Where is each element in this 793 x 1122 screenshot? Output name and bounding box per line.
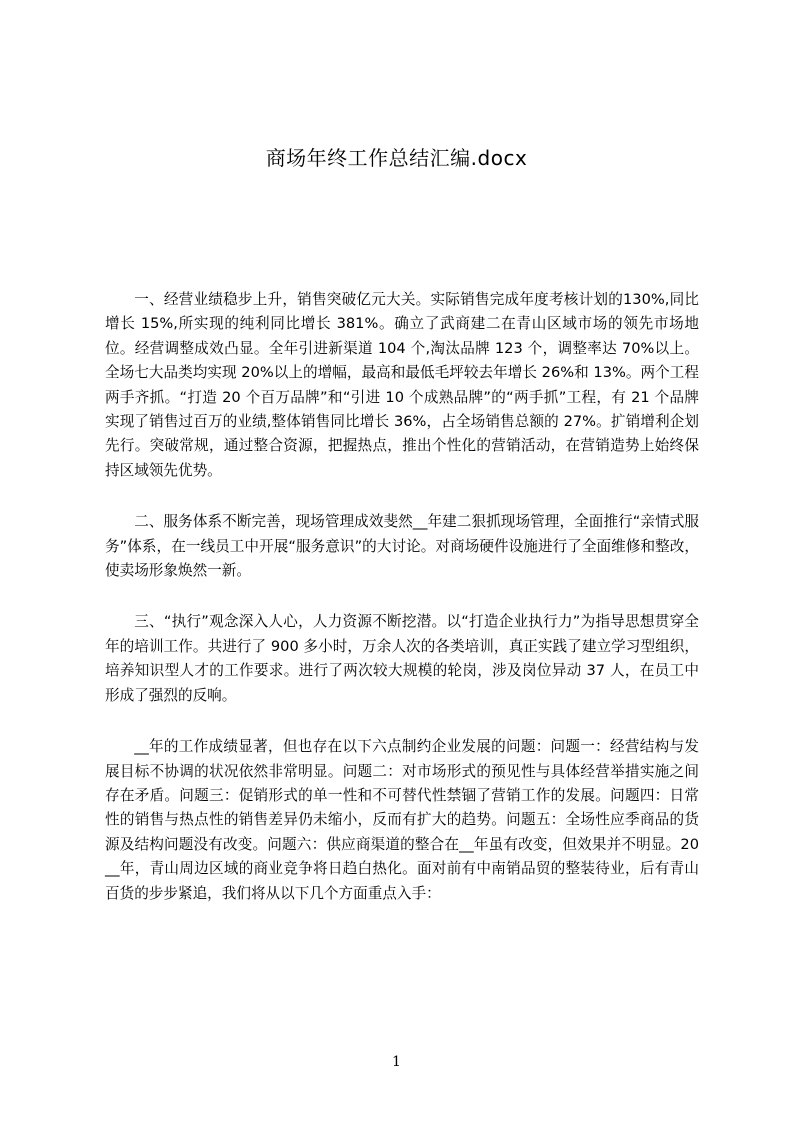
paragraph-execution-training: 三、“执行”观念深入人心，人力资源不断挖潜。以“打造企业执行力”为指导思想贯穿全年的培训工作。共进行了 900 多小时，万余人次的各类培训，真正实践了建立学习型组织，培养知识型人才的工作要求。进行了两次较大规模的轮岗，涉及岗位异动 37 人，在员工中形成了强烈的反响。 (105, 613, 699, 704)
document-body (105, 288, 699, 933)
page-number: 1 (392, 1054, 401, 1070)
paragraph-service-system: 二、服务体系不断完善，现场管理成效斐然__年建二狠抓现场管理，全面推行“亲情式服务”体系，在一线员工中开展“服务意识”的大讨论。对商场硬件设施进行了全面维修和整改，使卖场形象焕然一新。 (105, 513, 699, 580)
paragraph-business-performance: 一、经营业绩稳步上升，销售突破亿元大关。实际销售完成年度考核计划的130%,同比增长 15%,所实现的纯利同比增长 381%。确立了武商建二在青山区域市场的领先市场地位。经营调整成效凸显。全年引进新渠道 104 个,淘汰品牌 123 个，调整率达 70%以上。全场七大品类均实现 20%以上的增幅，最高和最低毛坪较去年增长 26%和 13%。两个工程两手齐抓。“打造 20 个百万品牌”和“引进 10 个成熟品牌”的“两手抓”工程，有 21 个品牌实现了销售过百万的业绩,整体销售同比增长 36%，占全场销售总额的 27%。扩销增利企划先行。突破常规，通过整合资源，把握热点，推出个性化的营销活动，在营销造势上始终保持区域领先优势。 (105, 291, 699, 479)
paragraph-problems: __年的工作成绩显著，但也存在以下六点制约企业发展的问题：问题一：经营结构与发展目标不协调的状况依然非常明显。问题二：对市场形式的预见性与具体经营举措实施之间存在矛盾。问题三：促销形式的单一性和不可替代性禁锢了营销工作的发展。问题四：日常性的销售与热点性的销售差异仍未缩小，反而有扩大的趋势。问题五：全场性应季商品的货源及结构问题没有改变。问题六：供应商渠道的整合在__年虽有改变，但效果并不明显。20__年，青山周边区域的商业竞争将日趋白热化。面对前有中南销品贸的整装待业，后有青山百货的步步紧追，我们将从以下几个方面重点入手： (105, 738, 699, 902)
document-title: 商场年终工作总结汇编.docx (265, 146, 528, 170)
